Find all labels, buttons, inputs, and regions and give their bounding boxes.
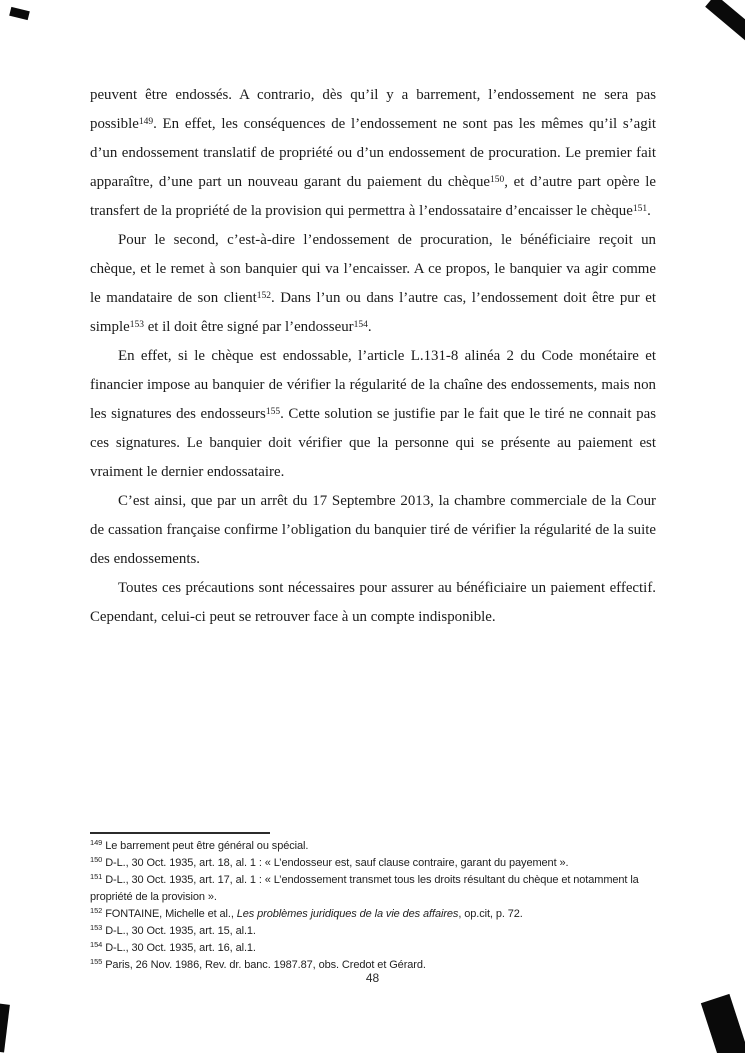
text-run: peuvent être endossés. A contrario, dès qu’il y a barrement, l’endossement ne sera pas possible	[90, 87, 656, 132]
text-run: Le barrement peut être général ou spécial.	[105, 840, 309, 852]
text-run: . Dans l’un ou dans l’autre cas, l’endossement doit être pur et simple	[90, 290, 656, 335]
footnote-number: 155	[90, 957, 103, 967]
body-paragraphs	[90, 81, 656, 632]
paragraph	[90, 574, 656, 632]
scan-artifact-top-left	[9, 7, 30, 20]
footnote-separator	[90, 832, 270, 834]
paragraph	[90, 342, 656, 487]
footnote-number: 150	[90, 855, 103, 865]
footnote-number: 153	[90, 923, 103, 933]
text-run: C’est ainsi, que par un arrêt du 17 Septembre 2013, la chambre commerciale de la Cour de cassation française confirme l’obligation du banquier tiré de vérifier la régularité de la suite des endossements.	[90, 493, 656, 567]
footnote-ref: 150	[490, 174, 505, 185]
footnote	[90, 940, 665, 957]
scan-artifact-top-right	[705, 0, 745, 41]
footnote	[90, 872, 665, 906]
text-run: et il doit être signé par l’endosseur	[143, 319, 354, 335]
text-run: .	[367, 319, 372, 335]
footnote	[90, 855, 665, 872]
footnote-number: 152	[90, 906, 103, 916]
scan-artifact-bottom-right	[701, 994, 745, 1053]
paragraph	[90, 487, 656, 574]
footnote	[90, 838, 665, 855]
text-run: D-L., 30 Oct. 1935, art. 15, al.1.	[105, 925, 256, 937]
text-run: FONTAINE, Michelle et al.,	[105, 908, 237, 920]
footnote-list	[90, 838, 665, 974]
text-run: Pour le second, c’est-à-dire l’endossement de procuration, le bénéficiaire reçoit un chèque, et le remet à son banquier qui va l’encaisser. A ce propos, le banquier va agir comme le mandataire de son client	[90, 232, 656, 306]
footnote-number: 151	[90, 872, 103, 882]
footnote-ref: 154	[353, 319, 368, 330]
paragraph	[90, 226, 656, 342]
paragraph	[90, 81, 656, 226]
text-run: . En effet, les conséquences de l’endossement ne sont pas les mêmes qu’il s’agit d’un endossement translatif de propriété ou d’un endossement de procuration. Le premier fait apparaître, d’une part un nouveau garant du paiement du chèque	[90, 116, 656, 190]
footnote-ref: 153	[129, 319, 144, 330]
footnotes-section	[90, 832, 665, 974]
text-run: , op.cit, p. 72.	[458, 908, 523, 920]
page-number: 48	[365, 971, 380, 985]
text-run: , et d’autre part opère le transfert de la propriété de la provision qui permettra à l’endossataire d’encaisser le chèque	[90, 174, 657, 219]
footnote-ref: 149	[138, 116, 154, 127]
footnote-ref: 152	[256, 290, 272, 301]
footnote-number: 154	[90, 940, 103, 950]
footnote	[90, 906, 665, 923]
footnote-ref: 155	[265, 406, 281, 417]
footnote-number: 149	[90, 838, 103, 848]
text-run: En effet, si le chèque est endossable, l’article L.131-8 alinéa 2 du Code monétaire et financier impose au banquier de vérifier la régularité de la chaîne des endossements, mais non les signatures des endosseurs	[90, 348, 656, 422]
italic-text-run: Les problèmes juridiques de la vie des affaires	[236, 908, 459, 920]
text-run: .	[647, 203, 651, 219]
text-run: D-L., 30 Oct. 1935, art. 17, al. 1 : « L’endossement transmet tous les droits résultant du chèque et notamment la propriété de la provision ».	[90, 874, 639, 903]
footnote-ref: 151	[632, 203, 648, 214]
scan-artifact-bottom-left	[0, 1004, 10, 1053]
text-run: Toutes ces précautions sont nécessaires pour assurer au bénéficiaire un paiement effectif. Cependant, celui-ci peut se retrouver face à un compte indisponible.	[90, 580, 656, 625]
text-run: D-L., 30 Oct. 1935, art. 18, al. 1 : « L’endosseur est, sauf clause contraire, garant du payement ».	[105, 857, 569, 869]
text-run: . Cette solution se justifie par le fait que le tiré ne connait pas ces signatures. Le banquier doit vérifier que la personne qui se présente au paiement est vraiment le dernier endossataire.	[90, 406, 656, 480]
text-run: D-L., 30 Oct. 1935, art. 16, al.1.	[105, 942, 256, 954]
footnote	[90, 923, 665, 940]
text-run: Paris, 26 Nov. 1986, Rev. dr. banc. 1987.87, obs. Credot et Gérard.	[105, 959, 426, 971]
